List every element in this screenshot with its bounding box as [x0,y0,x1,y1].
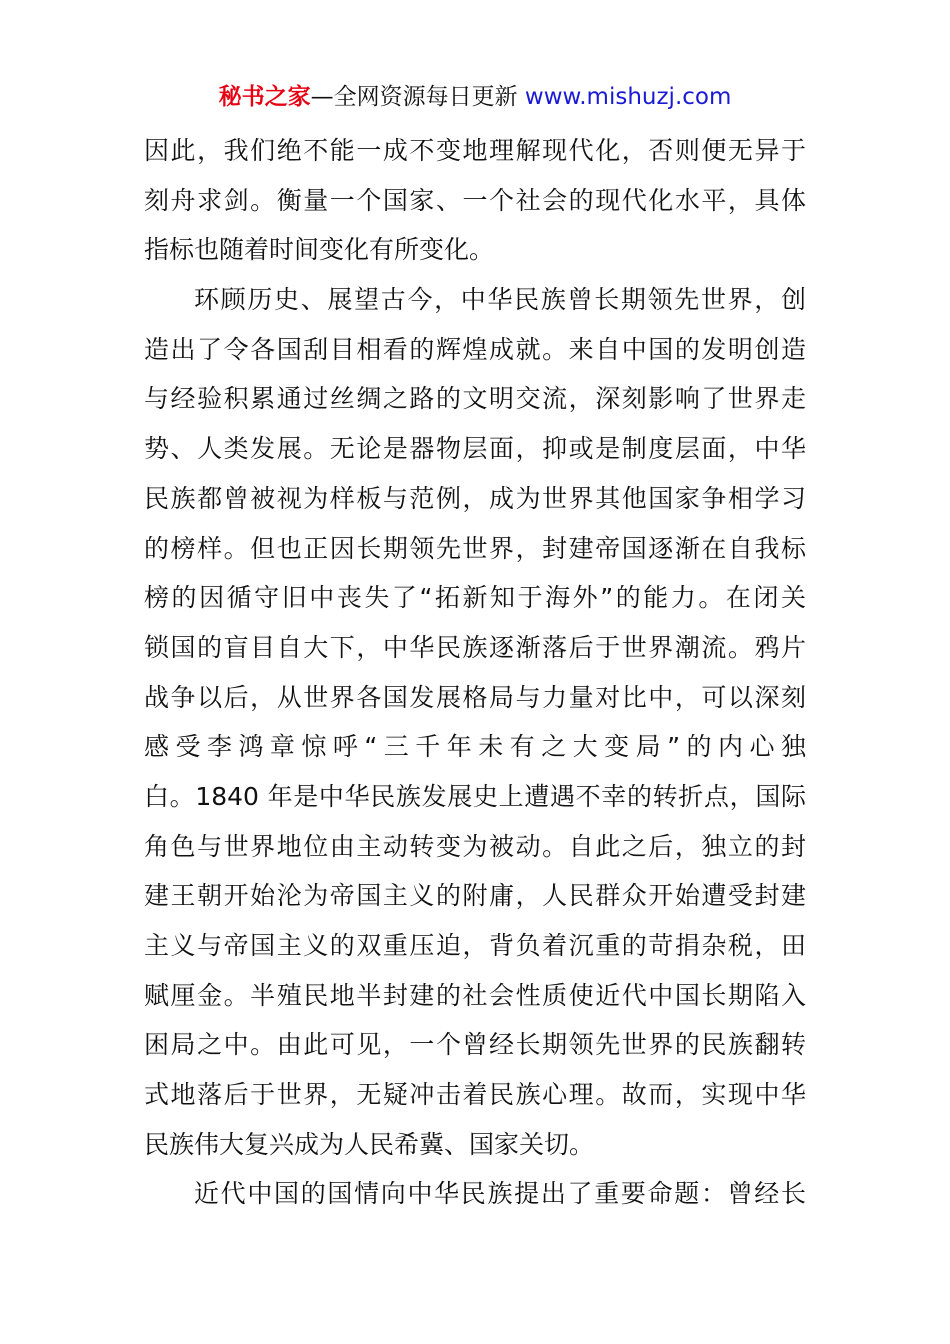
text-line: 角色与世界地位由主动转变为被动。自此之后，独立的封 [144,831,806,861]
text-line: 指标也随着时间变化有所变化。 [144,235,495,265]
text-line: 榜的因循守旧中丧失了“拓新知于海外”的能力。在闭关 [144,583,806,613]
text-line: 锁国的盲目自大下，中华民族逐渐落后于世界潮流。鸦片 [144,632,806,662]
text-line: 的榜样。但也正因长期领先世界，封建帝国逐渐在自我标 [144,533,806,563]
text-line: 环顾历史、展望古今，中华民族曾长期领先世界，创 [194,285,806,315]
text-line: 感受李鸿章惊呼“三千年未有之大变局”的内心独 [144,732,806,762]
text-line: 主义与帝国主义的双重压迫，背负着沉重的苛捐杂税，田 [144,931,806,960]
text-line: 民族都曾被视为样板与范例，成为世界其他国家争相学习 [144,483,806,513]
site-tagline: —全网资源每日更新 [310,84,525,110]
page-header [0,80,950,114]
text-line: 战争以后，从世界各国发展格局与力量对比中，可以深刻 [144,682,806,712]
text-line: 近代中国的国情向中华民族提出了重要命题：曾经长 [194,1179,806,1209]
text-line: 势、人类发展。无论是器物层面，抑或是制度层面，中华 [144,434,806,464]
text-line: 白。1840 年是中华民族发展史上遭遇不幸的转折点，国际 [144,781,806,811]
text-line: 式地落后于世界，无疑冲击着民族心理。故而，实现中华 [144,1080,806,1110]
site-url-link[interactable]: www.mishuzj.com [524,84,732,110]
document-body [144,126,806,1219]
text-line: 赋厘金。半殖民地半封建的社会性质使近代中国长期陷入 [144,980,806,1010]
text-line: 刻舟求剑。衡量一个国家、一个社会的现代化水平，具体 [144,185,806,215]
text-line: 困局之中。由此可见，一个曾经长期领先世界的民族翻转 [144,1030,806,1060]
site-brand: 秘书之家 [218,84,311,110]
text-line: 与经验积累通过丝绸之路的文明交流，深刻影响了世界走 [144,384,806,414]
text-line: 民族伟大复兴成为人民希冀、国家关切。 [144,1129,595,1159]
text-line: 建王朝开始沦为帝国主义的附庸，人民群众开始遭受封建 [144,881,806,911]
text-line: 造出了令各国刮目相看的辉煌成就。来自中国的发明创造 [144,334,806,364]
text-line: 因此，我们绝不能一成不变地理解现代化，否则便无异于 [144,136,806,165]
